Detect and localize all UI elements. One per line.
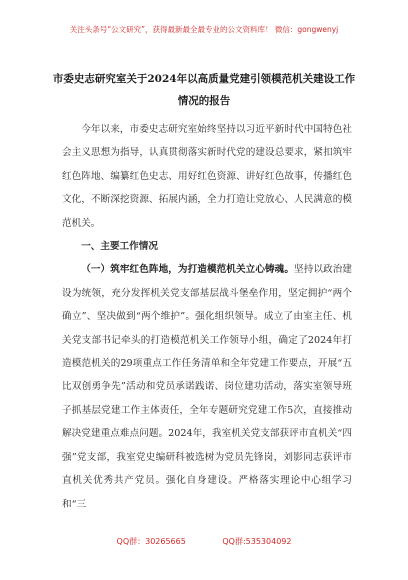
footer-qq-group-1: QQ群：30265665 (116, 537, 186, 546)
footer-qq-group-2: QQ群:535304092 (222, 537, 292, 546)
document-body (62, 118, 352, 516)
footer (0, 536, 408, 547)
sub-heading: （一）筑牢红色阵地，为打造模范机关立心铸魂。 (81, 264, 295, 276)
sub-section-body: 坚持以政治建设为统领，充分发挥机关党支部基层战斗堡垒作用，坚定拥护“两个确立”、坚决做到“两个维护”。强化组织领导。成立了由室主任、机关党支部书记牵头的打造模范机关工作领导小组，确定了2024年打造模范机关的29项重点工作任务清单和全年党建工作要点，开展“五比双创勇争先”活动和党员承诺践诺、岗位建功活动，落实室领导班子抓基层党建工作主体责任，全年专题研究党建工作5次，直接推动解决党建重点难点问题。2024年，我室机关党支部获评市直机关“四强”党支部，我室党史编研科被选树为党员先锋岗，刘影同志获评市直机关优秀共产党员。强化自身建设。严格落实理论中心组学习和“三 (62, 264, 353, 510)
header-banner: 关注头条号“公文研究”，获得最新最全最专业的公文资料库！ 微信：gongwenyj (69, 25, 339, 34)
document-title: 市委史志研究室关于2024年以高质量党建引领模范机关建设工作情况的报告 (52, 73, 356, 107)
intro-paragraph: 今年以来，市委史志研究室始终坚持以习近平新时代中国特色社会主义思想为指导，认真贯彻落实新时代党的建设总要求，紧扣筑牢红色阵地、编纂红色史志、用好红色资源、讲好红色故事，传播红色文化，不断深挖资源、拓展内涵，全力打造让党放心、人民满意的模范机关。 (62, 124, 352, 229)
section-heading: 一、主要工作情况 (81, 241, 158, 253)
sub-section-paragraph (62, 258, 352, 515)
